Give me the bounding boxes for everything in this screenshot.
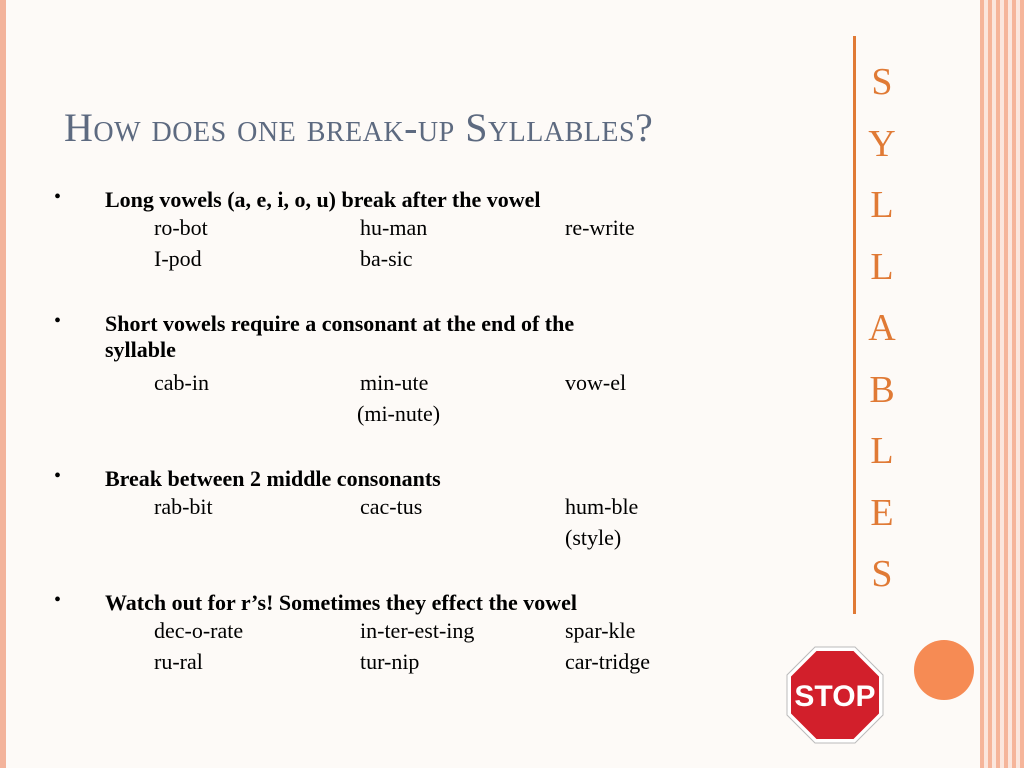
example-word: hu-man	[360, 215, 428, 240]
example-word: rab-bit	[154, 494, 213, 519]
example-row	[54, 523, 814, 554]
vertical-letter: B	[869, 368, 895, 411]
example-word: I-pod	[154, 246, 202, 271]
example-row	[54, 399, 814, 430]
example-word: cab-in	[154, 370, 209, 395]
example-row	[54, 616, 814, 647]
vertical-divider	[853, 36, 856, 614]
example-row	[54, 368, 814, 399]
left-border-decoration	[0, 0, 6, 768]
slide-content	[54, 182, 814, 678]
bullet-text: Break between 2 middle consonants	[105, 466, 441, 491]
bullet-text-continuation	[54, 337, 814, 368]
bullet-item	[54, 585, 814, 616]
example-word: ba-sic	[360, 246, 413, 271]
example-word: ru-ral	[154, 649, 203, 674]
example-word: vow-el	[565, 370, 627, 395]
example-word: min-ute	[360, 370, 429, 395]
example-word: spar-kle	[565, 618, 636, 643]
example-row	[54, 492, 814, 523]
example-word: (style)	[565, 525, 622, 550]
vertical-letter: L	[870, 245, 894, 288]
right-stripe-decoration	[980, 0, 1024, 768]
bullet-text: syllable	[105, 337, 176, 362]
decorative-circle	[914, 640, 974, 700]
example-row	[54, 647, 814, 678]
vertical-letter: A	[868, 307, 896, 349]
bullet-marker: •	[54, 310, 62, 332]
stop-sign-icon	[785, 645, 885, 745]
example-word: dec-o-rate	[154, 618, 244, 643]
example-word: cac-tus	[360, 494, 423, 519]
bullet-item	[54, 182, 814, 213]
vertical-word-syllables	[860, 52, 904, 606]
bullet-item	[54, 461, 814, 492]
slide-title: How does one break-up Syllables?	[64, 105, 654, 150]
vertical-letter: L	[870, 430, 894, 472]
example-word: ro-bot	[154, 215, 208, 240]
bullet-item	[54, 306, 814, 337]
bullet-marker: •	[54, 465, 62, 487]
vertical-letter: E	[870, 491, 894, 534]
example-row	[54, 213, 814, 244]
bullet-marker: •	[54, 186, 62, 208]
example-word: (mi-nute)	[357, 401, 441, 426]
bullet-text: Watch out for r’s! Sometimes they effect the vowel	[105, 590, 578, 615]
vertical-letter: L	[870, 184, 894, 226]
example-word: hum-ble	[565, 494, 639, 519]
bullet-marker: •	[54, 589, 62, 611]
stop-sign-text: STOP	[794, 680, 876, 713]
example-word: tur-nip	[360, 649, 420, 674]
vertical-letter: S	[871, 553, 893, 595]
example-word: car-tridge	[565, 649, 651, 674]
vertical-letter: Y	[868, 122, 896, 165]
example-word: re-write	[565, 215, 635, 240]
example-word: in-ter-est-ing	[360, 618, 475, 643]
vertical-letter: S	[871, 61, 893, 103]
bullet-text: Short vowels require a consonant at the end of the	[105, 311, 575, 336]
example-row	[54, 244, 814, 275]
bullet-text: Long vowels (a, e, i, o, u) break after the vowel	[105, 187, 541, 212]
